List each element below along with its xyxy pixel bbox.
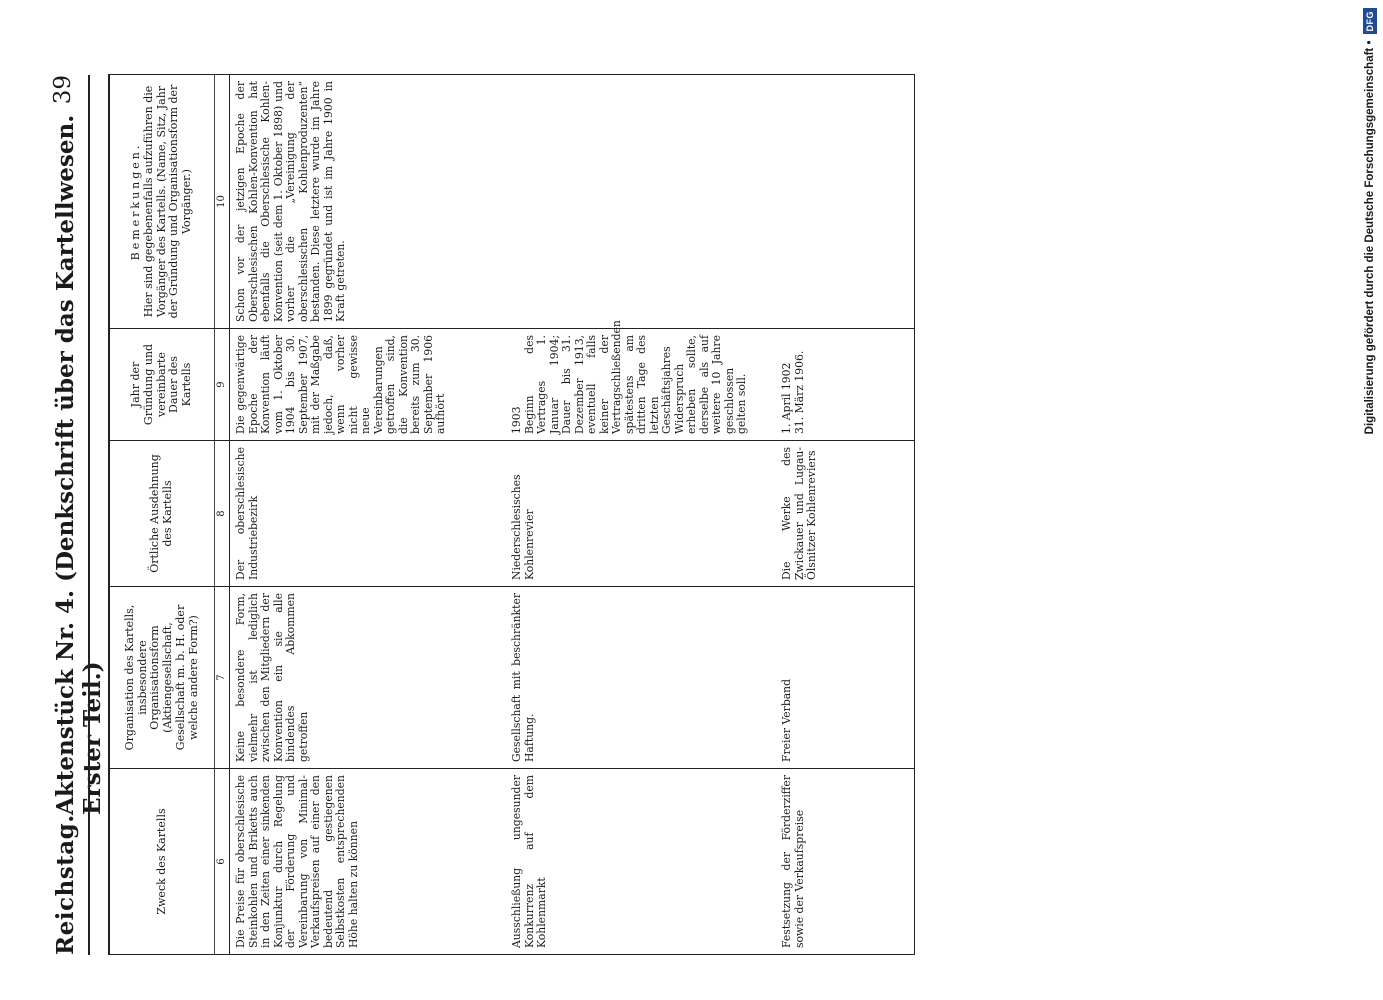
column-number: 9 [215,329,230,441]
table-row [230,75,507,955]
cell-purpose: Ausschließung ungesunder Konkurrenz auf dem Kohlenmarkt [506,769,776,955]
column-heading-10 [109,75,215,329]
digitization-credit: Digitalisierung gefördert durch die Deutsche Forschungsgemeinschaft • [1364,40,1376,435]
cell-founding-duration: 1903 Beginn des Vertrages 1. Januar 1904; Dauer bis 31. Dezember 1913, eventuell falls keiner der Vertragschließenden spätestens am dritten Tage des letzten Geschäftsjahres Widerspruch erheben sollte, derselbe als auf weitere 10 Jahre geschlossen gelten soll. [506,329,776,441]
column-number: 7 [215,587,230,769]
cell-remarks: Schon vor der jetzigen Epoche der Oberschlesischen Kohlen-Konvention hat ebenfalls die Oberschlesische Kohlen-Konvention (seit dem 1. Oktober 1898) und vorher die „Vereinigung der oberschlesischen Kohlenproduzenten“ bestanden. Diese letztere wurde im Jahre 1899 gegründet und ist im Jahre 1900 in Kraft getreten. [230,75,507,329]
page-number: 39 [50,75,76,105]
column-heading-6: Zweck des Kartells [109,769,215,955]
digitization-note [1359,8,1381,998]
cell-founding-duration: 1. April 1902 31. März 1906. [776,329,915,441]
cell-organisation: Gesellschaft mit beschränkter Haftung. [506,587,776,769]
cell-founding-duration: Die gegenwärtige Epoche der Konvention läuft vom 1. Oktober 1904 bis 30. September 1907, mit der Maßgabe jedoch, daß, wenn vorher nicht gewisse neue Vereinbarungen getroffen sind, die Konvention bereits zum 30. September 1906 aufhört [230,329,507,441]
header-left: Reichstag. [52,814,79,955]
remarks-heading: Hier sind gegebenenfalls aufzuführen die Vorgänger des Kartells. (Name, Sitz, Jahr der Gründung und Organisationsform der Vorgänger.) [141,84,194,319]
column-header-row [109,75,215,955]
cell-organisation: Keine besondere Form, vielmehr ist lediglich zwischen den Mitgliedern der Konvention ein sie alle bindendes Abkommen getroffen [230,587,507,769]
cell-organisation: Freier Verband [776,587,915,769]
column-number: 6 [215,769,230,955]
cell-extent: Die Werke des Zwickauer und Lugau-Ölsnitzer Kohlenreviers [776,441,915,587]
column-heading-9: Jahr der Gründung und vereinbarte Dauer des Kartells [109,329,215,441]
rotated-document-page [50,75,1340,955]
remarks-title: Bemerkungen. [129,142,143,261]
cell-remarks [506,75,776,329]
page-header [50,75,106,955]
dfg-logo: DFG [1363,8,1377,35]
cell-remarks [776,75,915,329]
cell-purpose: Festsetzung der Förderziffer sowie der Verkaufspreise [776,769,915,955]
column-heading-7: Organisation des Kartells, insbesondere Organisationsform (Aktiengesellschaft, Gesellschaft m. b. H. oder welche andere Form?) [109,587,215,769]
column-number: 10 [215,75,230,329]
cell-purpose: Die Preise für oberschlesische Steinkohlen und Briketts auch in den Zeiten einer sinkenden Konjunktur durch Regelung der Förderung und Vereinbarung von Minimal-Verkaufspreisen auf einer den bedeutend gestiegenen Selbstkosten entsprechenden Höhe halten zu können [230,769,507,955]
header-rule [88,75,90,955]
table-row [776,75,915,955]
table-row [506,75,776,955]
cell-extent: Der oberschlesische Industriebezirk [230,441,507,587]
column-number-row [215,75,230,955]
header-center: Aktenstück Nr. 4. (Denkschrift über das Kartellwesen. Erster Teil.) [52,114,106,815]
cartel-table [108,74,915,955]
column-heading-8: Örtliche Ausdehnung des Kartells [109,441,215,587]
column-number: 8 [215,441,230,587]
cell-extent: Niederschlesisches Kohlenrevier [506,441,776,587]
